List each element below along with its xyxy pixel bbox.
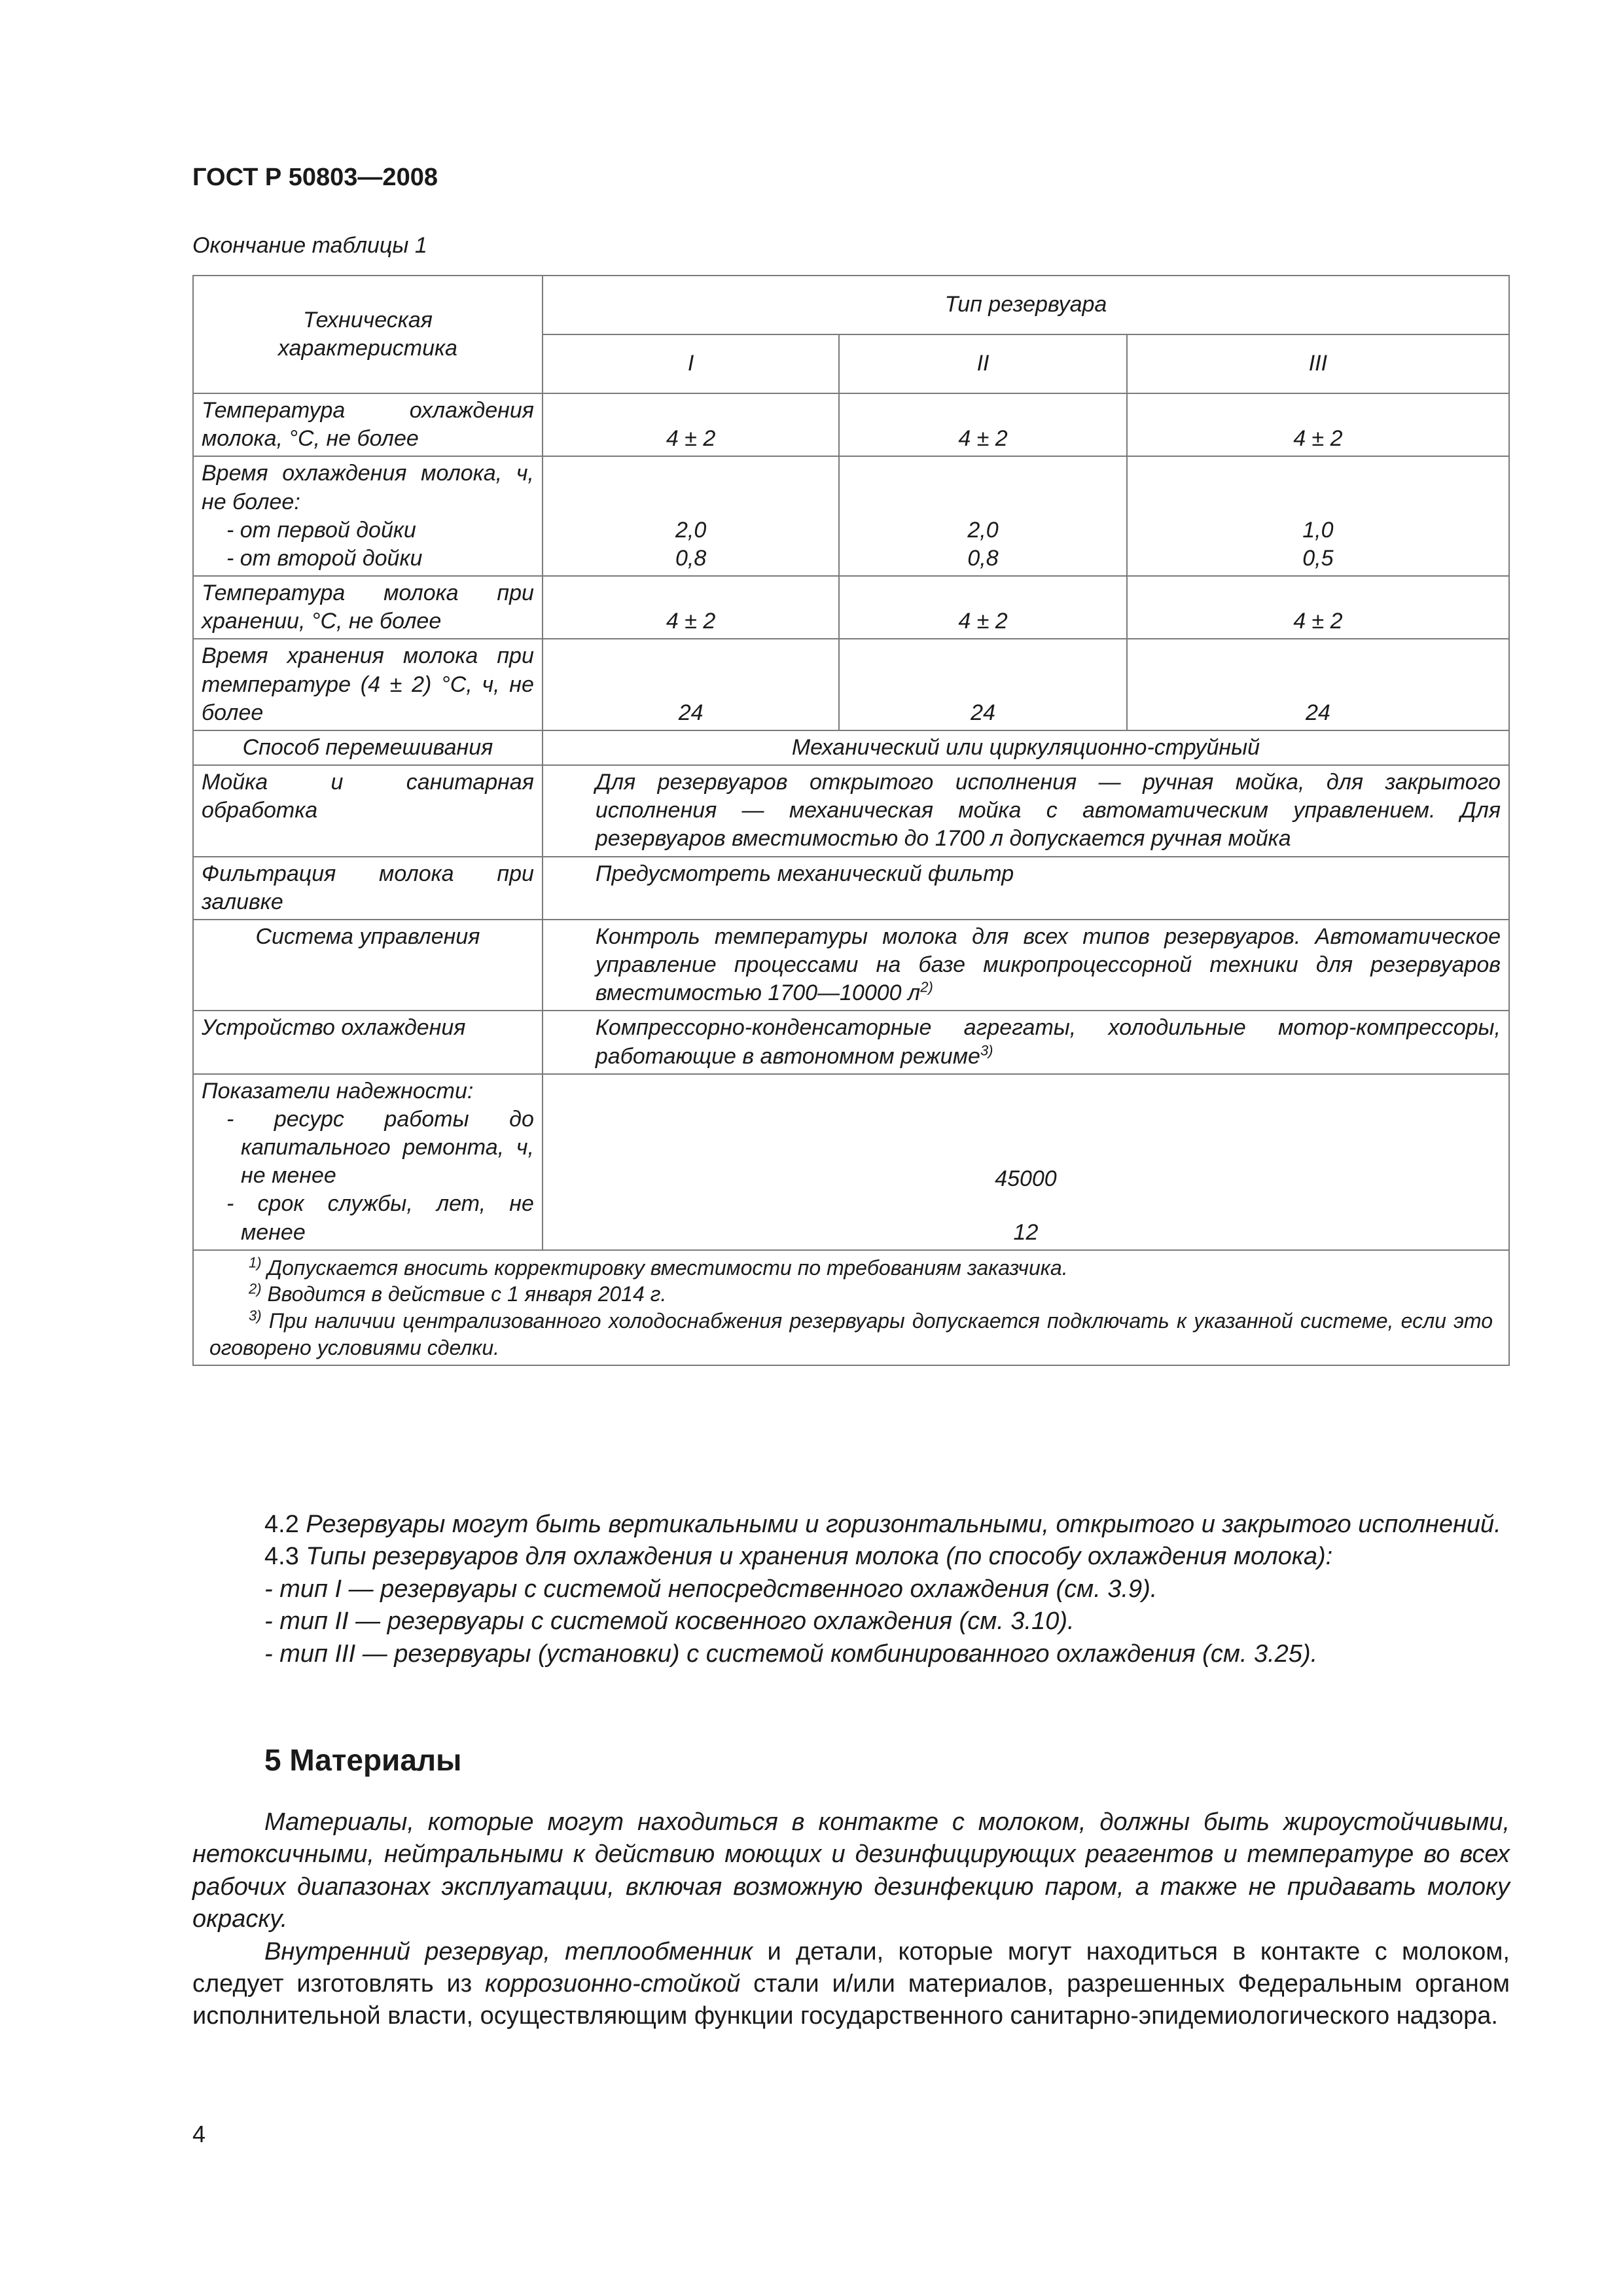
header-type-3: III — [1127, 334, 1509, 393]
cell-value-pair — [839, 456, 1126, 576]
footnotes-row — [193, 1250, 1509, 1366]
cell-value-merged — [543, 1011, 1509, 1073]
cell-value-pair — [543, 456, 839, 576]
list-item: - тип I — резервуары с системой непосредственного охлаждения (см. 3.9). — [264, 1575, 1158, 1603]
footnote-text: Допускается вносить корректировку вместимости по требованиям заказчика. — [267, 1255, 1068, 1280]
text-run: стали и/или материалов, разрешенных Федеральным органом исполнительной власти, осуществляющим функции государственного санитарно-эпидемиологического надзора. — [192, 1969, 1510, 2030]
row-label-group — [193, 456, 543, 576]
cell-value-merged: Предусмотреть механический фильтр — [543, 857, 1509, 920]
table-row — [193, 456, 1509, 576]
table-row — [193, 1011, 1509, 1073]
cell-value: 4 ± 2 — [1127, 576, 1509, 639]
row-sublabel: - от второй дойки — [226, 545, 423, 571]
section-5-text — [192, 1806, 1510, 2033]
section-4-text — [192, 1509, 1510, 1670]
row-label: Способ перемешивания — [193, 730, 543, 765]
footnote — [209, 1255, 1493, 1282]
clause-number: 4.2 — [264, 1511, 299, 1538]
cell-value-merged — [543, 920, 1509, 1011]
table-row — [193, 857, 1509, 920]
cell-value: 2,0 — [675, 517, 707, 543]
section-5-heading: 5 Материалы — [264, 1743, 462, 1777]
cell-value: 24 — [543, 639, 839, 730]
footnote-mark: 3) — [249, 1307, 262, 1324]
footnote — [209, 1281, 1493, 1308]
row-label: Фильтрация молока при заливке — [193, 857, 543, 920]
row-sublabel: - срок службы, лет, не менее — [226, 1191, 534, 1245]
emphasis: коррозионно-стойкой — [485, 1969, 741, 1998]
footnote-ref: 3) — [980, 1042, 993, 1059]
cell-value: 24 — [1127, 639, 1509, 730]
cell-value: 24 — [839, 639, 1126, 730]
header-characteristic: Техническая характеристика — [193, 276, 543, 393]
footnote-text: Вводится в действие с 1 января 2014 г. — [267, 1282, 667, 1306]
paragraph-4-2 — [192, 1509, 1510, 1541]
table-row — [193, 730, 1509, 765]
header-type-2: II — [839, 334, 1126, 393]
cell-value: 4 ± 2 — [839, 393, 1126, 456]
footnote — [209, 1308, 1493, 1361]
footnote-mark: 1) — [249, 1254, 262, 1271]
clause-text: Типы резервуаров для охлаждения и хранения молока (по способу охлаждения молока): — [306, 1543, 1333, 1571]
footnote-ref: 2) — [920, 978, 933, 996]
table-header-row — [193, 276, 1509, 334]
row-label: Время охлаждения молока, ч, не более: — [202, 461, 534, 514]
cell-value: 4 ± 2 — [839, 576, 1126, 639]
row-label-group — [193, 1074, 543, 1250]
text-run: и детали, которые могут находиться в контакте с молоком, следует изготовлять из — [192, 1937, 1510, 1998]
cell-value: 0,5 — [1302, 545, 1334, 571]
cell-value: 4 ± 2 — [1127, 393, 1509, 456]
cell-value-merged: Для резервуаров открытого исполнения — ручная мойка, для закрытого исполнения — механическая мойка с автоматическим управлением. Для резервуаров вместимостью до 1700 л допускается ручная мойка — [543, 765, 1509, 857]
footnote-text: При наличии централизованного холодоснабжения резервуары допускается подключать к указанной системе, если это оговорено условиями сделки. — [209, 1309, 1493, 1359]
cell-value: 4 ± 2 — [543, 576, 839, 639]
row-label: Система управления — [193, 920, 543, 1011]
cell-text: Компрессорно-конденсаторные агрегаты, холодильные мотор-компрессоры, работающие в автономном режиме — [595, 1015, 1501, 1069]
emphasis: Внутренний резервуар, теплообменник — [264, 1937, 753, 1965]
row-label: Устройство охлаждения — [193, 1011, 543, 1073]
table-row — [193, 920, 1509, 1011]
list-item: - тип II — резервуары с системой косвенного охлаждения (см. 3.10). — [264, 1607, 1075, 1636]
row-sublabel: - от первой дойки — [226, 517, 416, 543]
cell-value-pair — [1127, 456, 1509, 576]
paragraph: Материалы, которые могут находиться в контакте с молоком, должны быть жироустойчивыми, нетоксичными, нейтральными к действию моющих и дезинфицирующих реагентов и температуре во всех рабочих диапазонах эксплуатации, включая возможную дезинфекцию паром, а также не придавать молоку окраску. — [192, 1808, 1510, 1933]
cell-value: 0,8 — [675, 545, 707, 571]
footnotes — [193, 1250, 1509, 1366]
row-label: Время хранения молока при температуре (4 ± 2) °С, ч, не более — [193, 639, 543, 730]
paragraph-4-3 — [192, 1541, 1510, 1573]
cell-value: 4 ± 2 — [543, 393, 839, 456]
clause-text: Резервуары могут быть вертикальными и горизонтальными, открытого и закрытого исполнений. — [306, 1511, 1501, 1538]
table-row — [193, 765, 1509, 857]
specs-table — [192, 275, 1510, 1366]
header-tank-type: Тип резервуара — [543, 276, 1509, 334]
cell-value: 1,0 — [1302, 517, 1334, 543]
cell-value: 45000 — [995, 1166, 1057, 1192]
table-row — [193, 639, 1509, 730]
paragraph — [192, 1936, 1510, 2033]
cell-value: 12 — [1013, 1219, 1039, 1245]
row-sublabel: - ресурс работы до капитального ремонта, ч, не менее — [226, 1106, 534, 1189]
row-label: Температура молока при хранении, °С, не более — [193, 576, 543, 639]
row-label: Мойка и санитарная обработка — [193, 765, 543, 857]
cell-value: 0,8 — [967, 545, 999, 571]
cell-text: Контроль температуры молока для всех типов резервуаров. Автоматическое управление процессами на базе микропроцессорной техники для резервуаров вместимостью 1700—10000 л — [595, 924, 1501, 1006]
cell-value: 2,0 — [967, 517, 999, 543]
cell-value-merged — [543, 1074, 1509, 1250]
clause-number: 4.3 — [264, 1543, 299, 1571]
row-label: Показатели надежности: — [202, 1078, 474, 1103]
header-type-1: I — [543, 334, 839, 393]
list-item: - тип III — резервуары (установки) с системой комбинированного охлаждения (см. 3.25). — [264, 1640, 1318, 1668]
row-label: Температура охлаждения молока, °С, не более — [193, 393, 543, 456]
table-row — [193, 1074, 1509, 1250]
document-header: ГОСТ Р 50803—2008 — [192, 164, 438, 191]
cell-value-merged: Механический или циркуляционно-струйный — [543, 730, 1509, 765]
page-number: 4 — [192, 2121, 206, 2147]
table-row — [193, 393, 1509, 456]
footnote-mark: 2) — [249, 1280, 262, 1297]
table-caption: Окончание таблицы 1 — [192, 233, 427, 258]
table-row — [193, 576, 1509, 639]
